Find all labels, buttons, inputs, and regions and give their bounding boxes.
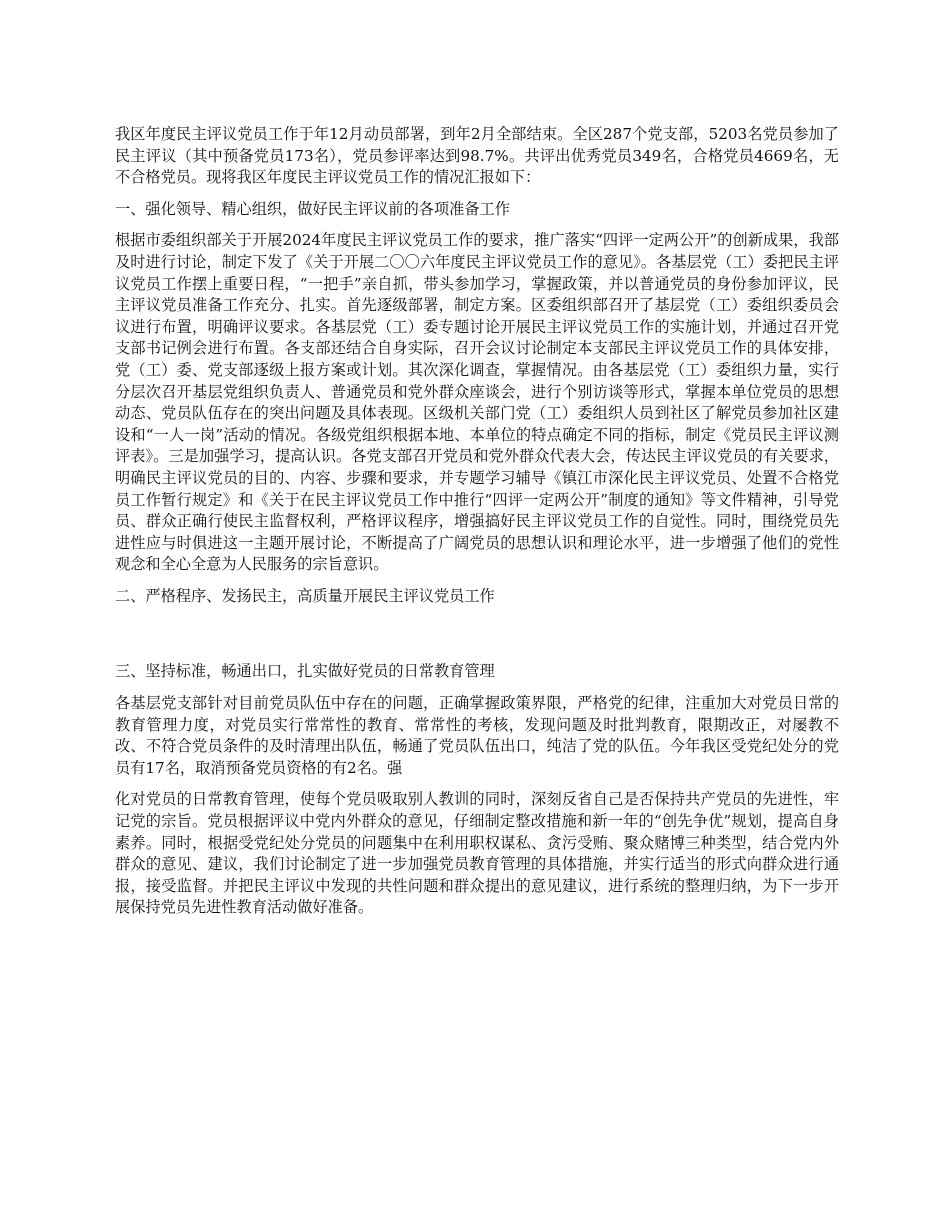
section-1-paragraph: 根据市委组织部关于开展2024年度民主评议党员工作的要求，推广落实“四评一定两公开”的创新成果，我部及时进行讨论，制定下发了《关于开展二〇〇六年度民主评议党员工作的意见》。各基层党（工）委把民主评议党员工作摆上重要日程，“一把手”亲自抓，带头参加学习，掌握政策，并以普通党员的身份参加评议，民主评议党员准备工作充分、扎实。首先逐级部署，制定方案。区委组织部召开了基层党（工）委组织委员会议进行布置，明确评议要求。各基层党（工）委专题讨论开展民主评议党员工作的实施计划，并通过召开党支部书记例会进行布置。各支部还结合自身实际，召开会议讨论制定本支部民主评议党员工作的具体安排，党（工）委、党支部逐级上报方案或计划。其次深化调查，掌握情况。由各基层党（工）委组织力量，实行分层次召开基层党组织负责人、普通党员和党外群众座谈会，进行个别访谈等形式，掌握本单位党员的思想动态、党员队伍存在的突出问题及具体表现。区级机关部门党（工）委组织人员到社区了解党员参加社区建设和“一人一岗”活动的情况。各级党组织根据本地、本单位的特点确定不同的指标，制定《党员民主评议测评表》。三是加强学习，提高认识。各党支部召开党员和党外群众代表大会，传达民主评议党员的有关要求，明确民主评议党员的目的、内容、步骤和要求，并专题学习辅导《镇江市深化民主评议党员、处置不合格党员工作暂行规定》和《关于在民主评议党员工作中推行“四评一定两公开”制度的通知》等文件精神，引导党员、群众正确行使民主监督权利，严格评议程序，增强搞好民主评议党员工作的自觉性。同时，围绕党员先进性应与时俱进这一主题开展讨论，不断提高了广阔党员的思想认识和理论水平，进一步增强了他们的党性观念和全心全意为人民服务的宗旨意识。 xyxy=(115,231,839,574)
intro-paragraph: 我区年度民主评议党员工作于年12月动员部署，到年2月全部结束。全区287个党支部，5203名党员参加了民主评议（其中预备党员173名），党员参评率达到98.7%。共评出优秀党员349名，合格党员4669名，无不合格党员。现将我区年度民主评议党员工作的情况汇报如下： xyxy=(115,125,839,187)
section-heading-3: 三、坚持标准，畅通出口，扎实做好党员的日常教育管理 xyxy=(115,662,495,681)
section-3-paragraph-2: 化对党员的日常教育管理，使每个党员吸取别人教训的同时，深刻反省自己是否保持共产党员的先进性，牢记党的宗旨。党员根据评议中党内外群众的意见，仔细制定整改措施和新一年的“创先争优”规划，提高自身素养。同时，根据受党纪处分党员的问题集中在利用职权谋私、贪污受贿、聚众赌博三种类型，结合党内外群众的意见、建议，我们讨论制定了进一步加强党员教育管理的具体措施，并实行适当的形式向群众进行通报，接受监督。并把民主评议中发现的共性问题和群众提出的意见建议，进行系统的整理归纳，为下一步开展保持党员先进性教育活动做好准备。 xyxy=(115,790,839,917)
document-body xyxy=(115,124,839,929)
section-heading-1: 一、强化领导、精心组织，做好民主评议前的各项准备工作 xyxy=(115,199,510,218)
section-3-paragraph-1: 各基层党支部针对目前党员队伍中存在的问题，正确掌握政策界限，严格党的纪律，注重加大对党员日常的教育管理力度，对党员实行常常性的教育、常常性的考核，发现问题及时批判教育，限期改正，对屡教不改、不符合党员条件的及时清理出队伍，畅通了党员队伍出口，纯洁了党的队伍。今年我区受党纪处分的党员有17名，取消预备党员资格的有2名。强 xyxy=(115,694,839,777)
blank-gap xyxy=(115,617,839,661)
section-heading-2: 二、严格程序、发扬民主，高质量开展民主评议党员工作 xyxy=(115,586,495,605)
